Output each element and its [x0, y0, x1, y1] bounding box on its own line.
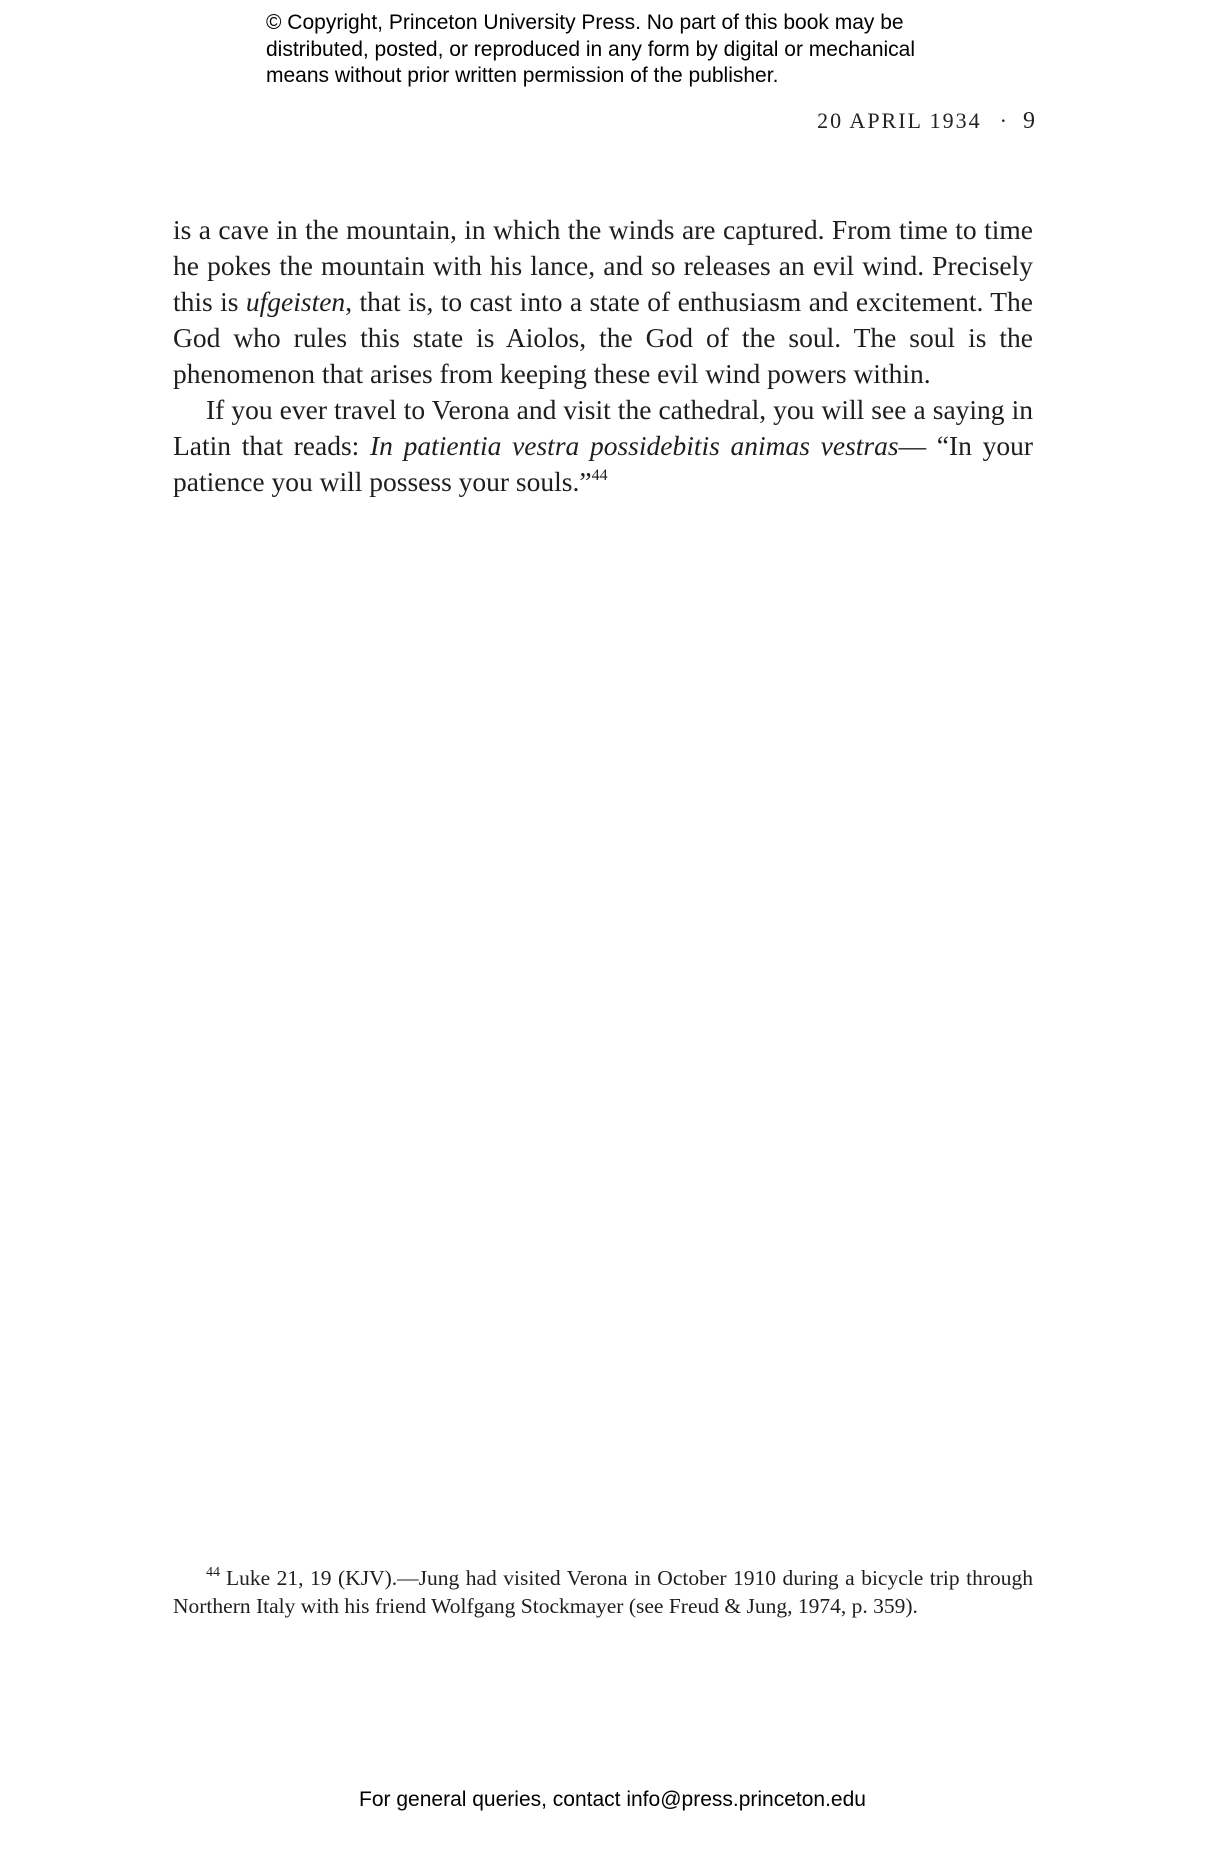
- footnote-number: 44: [206, 1565, 220, 1580]
- body-text: [173, 212, 1033, 500]
- copyright-line: © Copyright, Princeton University Press. No part of this book may be: [266, 11, 904, 34]
- footnote-text: Luke 21, 19 (KJV).—Jung had visited Verona in October 1910 during a bicycle trip through Northern Italy with his friend Wolfgang Stockmayer (see Freud & Jung, 1974, p. 359).: [173, 1566, 1033, 1618]
- italic-term: ufgeisten: [245, 286, 346, 317]
- page-number: 9: [1023, 108, 1035, 134]
- footnote-reference[interactable]: 44: [591, 467, 608, 484]
- copyright-line: means without prior written permission of the publisher.: [266, 64, 779, 87]
- paragraph-text: is a cave in the mountain, in which the winds are captured. From time to time he pokes the mountain with his lance, and so releases an evil wind. Precisely this is: [173, 214, 1033, 317]
- footnote: [173, 1564, 1033, 1620]
- latin-quote: In patientia vestra possidebitis animas vestras: [370, 430, 899, 461]
- paragraph-text: , that is, to cast into a state of enthusiasm and excitement. The God who rules this state is Aiolos, the God of the soul. The soul is the phenomenon that arises from keeping these evil wind powers within.: [173, 286, 1033, 389]
- running-head-separator: ·: [999, 108, 1007, 133]
- copyright-notice: [266, 10, 1026, 90]
- paragraph-text: If you ever travel to Verona and visit the cathedral, you will see a saying in Latin that reads:: [173, 394, 1033, 461]
- paragraph: [173, 212, 1033, 392]
- contact-footer: For general queries, contact info@press.princeton.edu: [359, 1788, 866, 1811]
- copyright-line: distributed, posted, or reproduced in any form by digital or mechanical: [266, 37, 916, 61]
- running-head: [817, 108, 1035, 135]
- paragraph: [173, 392, 1033, 500]
- paragraph-text: — “In your patience you will possess your souls.”: [173, 430, 1033, 497]
- running-head-date: 20 APRIL 1934: [817, 108, 982, 133]
- footnote-paragraph: [173, 1564, 1033, 1620]
